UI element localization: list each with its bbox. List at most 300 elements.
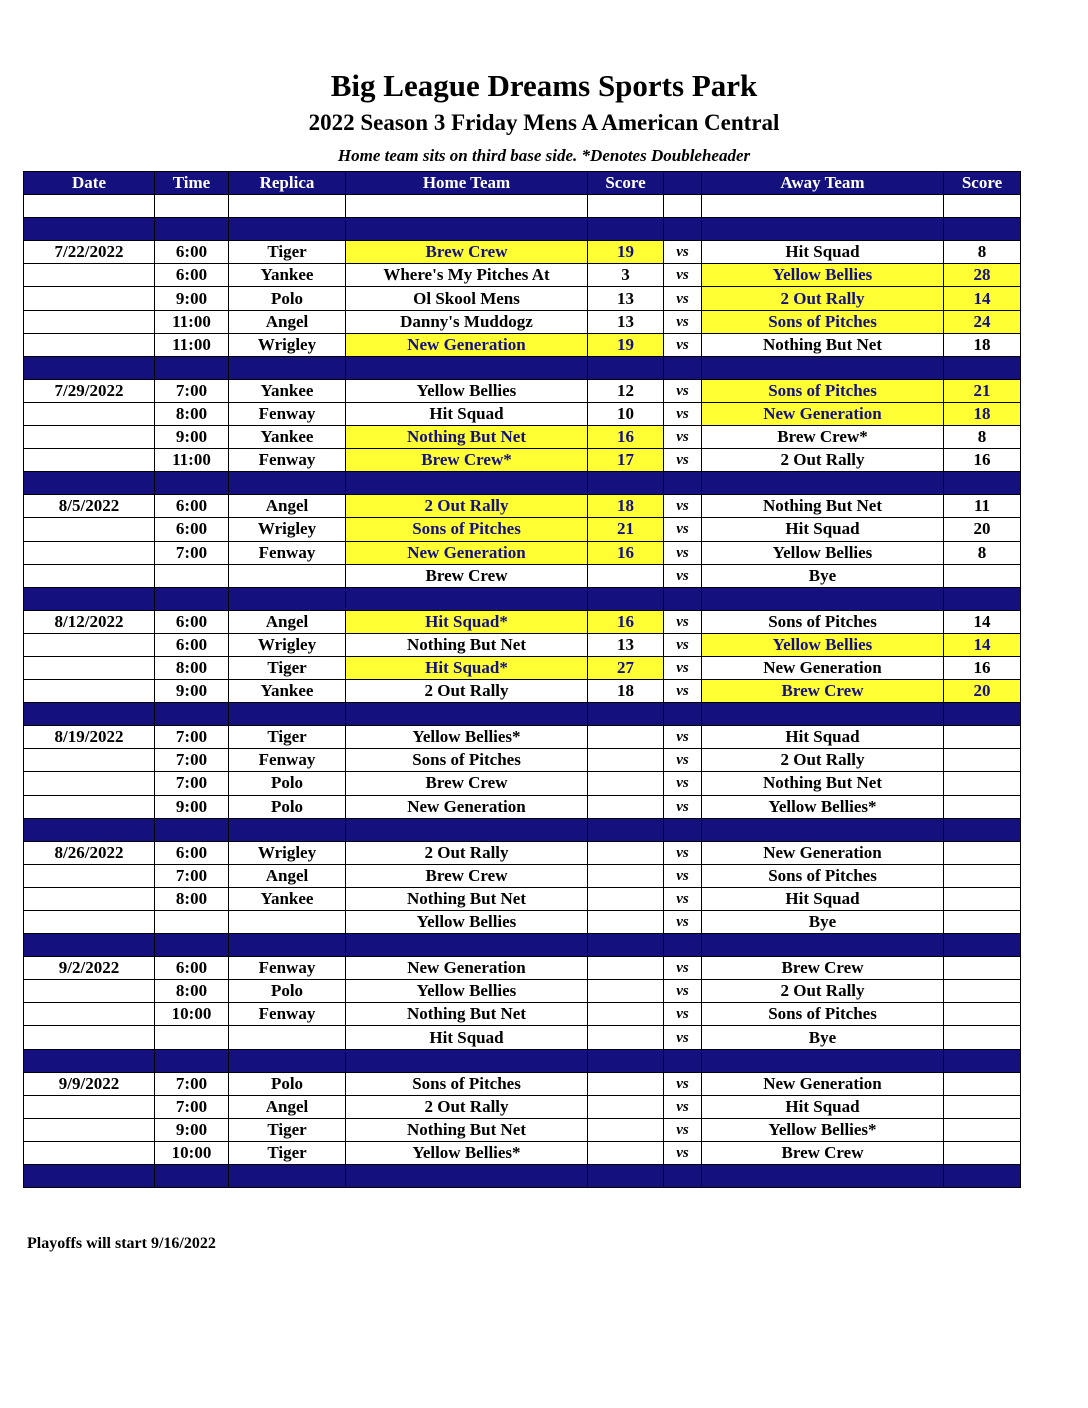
table-row xyxy=(24,772,1021,795)
table-row xyxy=(24,610,1021,633)
cell-replica: Angel xyxy=(229,610,346,633)
cell-home-team: Yellow Bellies xyxy=(346,911,588,934)
cell-away-score xyxy=(944,887,1021,910)
week-separator-row xyxy=(24,1049,1021,1072)
cell-time: 9:00 xyxy=(155,680,229,703)
cell-home-score xyxy=(588,887,664,910)
cell-home-score xyxy=(588,911,664,934)
cell-away-team: New Generation xyxy=(702,1072,944,1095)
cell-home-score xyxy=(588,795,664,818)
cell-time: 9:00 xyxy=(155,795,229,818)
cell-replica: Angel xyxy=(229,310,346,333)
cell-away-score xyxy=(944,934,1021,957)
cell-vs xyxy=(664,195,702,218)
cell-away-score: 18 xyxy=(944,333,1021,356)
cell-vs: vs xyxy=(664,264,702,287)
cell-vs: vs xyxy=(664,495,702,518)
cell-away-score xyxy=(944,911,1021,934)
cell-away-score xyxy=(944,703,1021,726)
cell-replica: Fenway xyxy=(229,1003,346,1026)
cell-away-score xyxy=(944,218,1021,241)
table-row xyxy=(24,864,1021,887)
cell-away-score xyxy=(944,564,1021,587)
cell-vs xyxy=(664,356,702,379)
cell-date xyxy=(24,795,155,818)
cell-date xyxy=(24,772,155,795)
cell-away-score xyxy=(944,841,1021,864)
cell-home-score xyxy=(588,1118,664,1141)
cell-home-score xyxy=(588,472,664,495)
cell-time: 11:00 xyxy=(155,449,229,472)
cell-date xyxy=(24,264,155,287)
cell-replica: Tiger xyxy=(229,1118,346,1141)
cell-away-team: Nothing But Net xyxy=(702,495,944,518)
table-row xyxy=(24,241,1021,264)
cell-time: 6:00 xyxy=(155,495,229,518)
cell-vs xyxy=(664,818,702,841)
cell-home-score xyxy=(588,1141,664,1164)
cell-home-score: 16 xyxy=(588,426,664,449)
cell-replica: Fenway xyxy=(229,957,346,980)
cell-away-team: New Generation xyxy=(702,402,944,425)
cell-home-team: Brew Crew xyxy=(346,241,588,264)
table-row xyxy=(24,980,1021,1003)
cell-replica: Polo xyxy=(229,287,346,310)
cell-away-score: 8 xyxy=(944,541,1021,564)
cell-time: 7:00 xyxy=(155,726,229,749)
cell-replica: Fenway xyxy=(229,449,346,472)
cell-home-team: Danny's Muddogz xyxy=(346,310,588,333)
cell-home-team: 2 Out Rally xyxy=(346,680,588,703)
col-header-vs xyxy=(664,172,702,195)
cell-replica: Angel xyxy=(229,1095,346,1118)
cell-away-team xyxy=(702,703,944,726)
cell-home-team: Sons of Pitches xyxy=(346,1072,588,1095)
cell-replica: Yankee xyxy=(229,887,346,910)
cell-home-score xyxy=(588,1026,664,1049)
cell-home-score xyxy=(588,749,664,772)
cell-home-team: Hit Squad xyxy=(346,1026,588,1049)
cell-home-score: 13 xyxy=(588,633,664,656)
cell-away-score xyxy=(944,818,1021,841)
cell-date xyxy=(24,402,155,425)
cell-time xyxy=(155,218,229,241)
cell-home-team: Brew Crew* xyxy=(346,449,588,472)
cell-date xyxy=(24,564,155,587)
table-row xyxy=(24,1095,1021,1118)
cell-home-team: New Generation xyxy=(346,795,588,818)
cell-vs: vs xyxy=(664,379,702,402)
cell-replica xyxy=(229,218,346,241)
cell-home-score: 27 xyxy=(588,656,664,679)
cell-away-team: Hit Squad xyxy=(702,1095,944,1118)
cell-away-team: Yellow Bellies xyxy=(702,541,944,564)
cell-home-team: Nothing But Net xyxy=(346,426,588,449)
cell-away-team xyxy=(702,1049,944,1072)
cell-home-score xyxy=(588,934,664,957)
table-header-row xyxy=(24,172,1021,195)
col-header-replica: Replica xyxy=(229,172,346,195)
cell-away-team: 2 Out Rally xyxy=(702,980,944,1003)
cell-date: 8/19/2022 xyxy=(24,726,155,749)
cell-home-team: Sons of Pitches xyxy=(346,518,588,541)
cell-replica: Fenway xyxy=(229,541,346,564)
cell-vs: vs xyxy=(664,310,702,333)
cell-replica: Wrigley xyxy=(229,333,346,356)
cell-date xyxy=(24,887,155,910)
cell-vs: vs xyxy=(664,241,702,264)
cell-home-score xyxy=(588,1165,664,1188)
cell-vs xyxy=(664,703,702,726)
week-separator-row xyxy=(24,356,1021,379)
cell-date xyxy=(24,1026,155,1049)
cell-home-team xyxy=(346,1049,588,1072)
cell-away-score: 14 xyxy=(944,610,1021,633)
cell-date xyxy=(24,1095,155,1118)
cell-vs: vs xyxy=(664,980,702,1003)
cell-replica: Angel xyxy=(229,495,346,518)
col-header-time: Time xyxy=(155,172,229,195)
cell-away-score xyxy=(944,1095,1021,1118)
cell-time: 10:00 xyxy=(155,1141,229,1164)
cell-away-score: 8 xyxy=(944,426,1021,449)
cell-vs: vs xyxy=(664,402,702,425)
cell-away-team: Brew Crew* xyxy=(702,426,944,449)
cell-home-score: 19 xyxy=(588,241,664,264)
cell-time: 6:00 xyxy=(155,841,229,864)
cell-home-team: Brew Crew xyxy=(346,564,588,587)
cell-vs: vs xyxy=(664,564,702,587)
cell-home-team: Nothing But Net xyxy=(346,1118,588,1141)
cell-date: 9/2/2022 xyxy=(24,957,155,980)
cell-home-team xyxy=(346,1165,588,1188)
cell-vs: vs xyxy=(664,911,702,934)
table-row xyxy=(24,726,1021,749)
table-row xyxy=(24,402,1021,425)
cell-away-score xyxy=(944,864,1021,887)
cell-replica xyxy=(229,587,346,610)
cell-vs: vs xyxy=(664,1095,702,1118)
cell-date xyxy=(24,541,155,564)
cell-date xyxy=(24,656,155,679)
cell-away-score: 28 xyxy=(944,264,1021,287)
cell-date: 7/29/2022 xyxy=(24,379,155,402)
cell-date xyxy=(24,980,155,1003)
cell-time: 10:00 xyxy=(155,1003,229,1026)
cell-vs: vs xyxy=(664,1026,702,1049)
cell-replica: Tiger xyxy=(229,1141,346,1164)
cell-home-score: 17 xyxy=(588,449,664,472)
cell-replica xyxy=(229,472,346,495)
cell-away-score: 16 xyxy=(944,656,1021,679)
cell-home-team xyxy=(346,703,588,726)
cell-home-team: Where's My Pitches At xyxy=(346,264,588,287)
cell-home-score xyxy=(588,772,664,795)
cell-date xyxy=(24,356,155,379)
cell-away-score: 8 xyxy=(944,241,1021,264)
cell-away-team: Hit Squad xyxy=(702,518,944,541)
cell-time: 11:00 xyxy=(155,333,229,356)
col-header-home-score: Score xyxy=(588,172,664,195)
cell-away-team: Hit Squad xyxy=(702,726,944,749)
table-row xyxy=(24,656,1021,679)
cell-time xyxy=(155,911,229,934)
cell-date: 9/9/2022 xyxy=(24,1072,155,1095)
page-title: Big League Dreams Sports Park xyxy=(330,68,758,103)
cell-replica xyxy=(229,1165,346,1188)
cell-away-score: 14 xyxy=(944,633,1021,656)
table-row xyxy=(24,264,1021,287)
cell-time: 7:00 xyxy=(155,1095,229,1118)
cell-away-score xyxy=(944,472,1021,495)
week-separator-row xyxy=(24,934,1021,957)
cell-time: 7:00 xyxy=(155,541,229,564)
cell-home-team: Yellow Bellies* xyxy=(346,1141,588,1164)
col-header-away-team: Away Team xyxy=(702,172,944,195)
cell-away-score xyxy=(944,195,1021,218)
cell-away-team xyxy=(702,1165,944,1188)
cell-away-team: Sons of Pitches xyxy=(702,310,944,333)
cell-away-score: 16 xyxy=(944,449,1021,472)
cell-vs xyxy=(664,218,702,241)
cell-replica: Angel xyxy=(229,864,346,887)
cell-home-score: 16 xyxy=(588,610,664,633)
cell-home-team: Yellow Bellies xyxy=(346,980,588,1003)
cell-home-team xyxy=(346,934,588,957)
cell-away-team: Yellow Bellies* xyxy=(702,1118,944,1141)
cell-away-team: Yellow Bellies xyxy=(702,633,944,656)
cell-date: 7/22/2022 xyxy=(24,241,155,264)
cell-away-score xyxy=(944,1003,1021,1026)
cell-time xyxy=(155,1165,229,1188)
cell-time: 8:00 xyxy=(155,656,229,679)
cell-home-score xyxy=(588,1003,664,1026)
cell-home-score xyxy=(588,1049,664,1072)
table-row xyxy=(24,426,1021,449)
cell-away-score xyxy=(944,772,1021,795)
blank-row xyxy=(24,195,1021,218)
cell-away-team: Bye xyxy=(702,911,944,934)
cell-replica: Yankee xyxy=(229,264,346,287)
cell-time xyxy=(155,587,229,610)
cell-replica: Fenway xyxy=(229,749,346,772)
cell-time: 8:00 xyxy=(155,402,229,425)
cell-vs: vs xyxy=(664,795,702,818)
cell-away-team xyxy=(702,934,944,957)
cell-time xyxy=(155,472,229,495)
cell-date xyxy=(24,587,155,610)
cell-date xyxy=(24,518,155,541)
cell-vs: vs xyxy=(664,887,702,910)
cell-away-score xyxy=(944,1165,1021,1188)
table-row xyxy=(24,379,1021,402)
cell-vs: vs xyxy=(664,1003,702,1026)
cell-date xyxy=(24,749,155,772)
cell-away-team xyxy=(702,195,944,218)
cell-home-team xyxy=(346,472,588,495)
cell-home-score xyxy=(588,1095,664,1118)
cell-home-team: 2 Out Rally xyxy=(346,841,588,864)
cell-vs: vs xyxy=(664,841,702,864)
cell-replica: Polo xyxy=(229,980,346,1003)
cell-home-team: Yellow Bellies xyxy=(346,379,588,402)
cell-time: 6:00 xyxy=(155,633,229,656)
cell-away-team xyxy=(702,472,944,495)
cell-away-score xyxy=(944,1049,1021,1072)
schedule-note: Home team sits on third base side. *Denotes Doubleheader xyxy=(337,146,751,165)
cell-vs: vs xyxy=(664,449,702,472)
cell-away-score xyxy=(944,726,1021,749)
cell-vs: vs xyxy=(664,749,702,772)
cell-vs: vs xyxy=(664,1072,702,1095)
cell-time: 9:00 xyxy=(155,287,229,310)
cell-date xyxy=(24,218,155,241)
cell-away-score xyxy=(944,356,1021,379)
cell-replica: Fenway xyxy=(229,402,346,425)
week-separator-row xyxy=(24,472,1021,495)
cell-away-score xyxy=(944,957,1021,980)
cell-home-team xyxy=(346,218,588,241)
schedule-body xyxy=(24,195,1021,1188)
cell-vs: vs xyxy=(664,1141,702,1164)
week-separator-row xyxy=(24,818,1021,841)
table-row xyxy=(24,911,1021,934)
cell-home-score: 18 xyxy=(588,680,664,703)
cell-vs xyxy=(664,1165,702,1188)
cell-away-score xyxy=(944,587,1021,610)
cell-away-score: 21 xyxy=(944,379,1021,402)
cell-home-team: 2 Out Rally xyxy=(346,495,588,518)
cell-time: 6:00 xyxy=(155,518,229,541)
cell-home-score xyxy=(588,1072,664,1095)
cell-time xyxy=(155,934,229,957)
cell-replica: Polo xyxy=(229,1072,346,1095)
cell-home-score xyxy=(588,587,664,610)
playoffs-note: Playoffs will start 9/16/2022 xyxy=(27,1235,216,1252)
cell-away-score xyxy=(944,1072,1021,1095)
cell-date xyxy=(24,680,155,703)
table-row xyxy=(24,1141,1021,1164)
cell-home-score xyxy=(588,957,664,980)
cell-date: 8/12/2022 xyxy=(24,610,155,633)
cell-home-team xyxy=(346,195,588,218)
cell-vs xyxy=(664,1049,702,1072)
week-separator-row xyxy=(24,218,1021,241)
cell-home-team: Hit Squad* xyxy=(346,610,588,633)
cell-home-score: 13 xyxy=(588,310,664,333)
cell-date xyxy=(24,1141,155,1164)
cell-time: 9:00 xyxy=(155,1118,229,1141)
cell-away-team: Brew Crew xyxy=(702,957,944,980)
cell-home-score xyxy=(588,356,664,379)
table-row xyxy=(24,841,1021,864)
table-row xyxy=(24,541,1021,564)
cell-time xyxy=(155,1049,229,1072)
cell-date xyxy=(24,287,155,310)
cell-time xyxy=(155,1026,229,1049)
cell-replica xyxy=(229,1026,346,1049)
cell-vs: vs xyxy=(664,680,702,703)
cell-time: 8:00 xyxy=(155,980,229,1003)
cell-replica xyxy=(229,564,346,587)
cell-home-team: Ol Skool Mens xyxy=(346,287,588,310)
schedule-table xyxy=(23,171,1021,1188)
cell-date xyxy=(24,1165,155,1188)
cell-time xyxy=(155,195,229,218)
cell-home-team: Hit Squad* xyxy=(346,656,588,679)
cell-date xyxy=(24,310,155,333)
cell-replica: Tiger xyxy=(229,656,346,679)
cell-home-score: 16 xyxy=(588,541,664,564)
cell-away-team: 2 Out Rally xyxy=(702,449,944,472)
cell-date xyxy=(24,1118,155,1141)
cell-time: 6:00 xyxy=(155,610,229,633)
cell-date xyxy=(24,911,155,934)
cell-away-team: Hit Squad xyxy=(702,241,944,264)
cell-away-team xyxy=(702,587,944,610)
cell-time: 6:00 xyxy=(155,957,229,980)
cell-home-score: 21 xyxy=(588,518,664,541)
cell-date: 8/5/2022 xyxy=(24,495,155,518)
table-row xyxy=(24,1026,1021,1049)
cell-home-team xyxy=(346,818,588,841)
cell-away-team: Sons of Pitches xyxy=(702,864,944,887)
cell-replica: Tiger xyxy=(229,726,346,749)
cell-home-score: 12 xyxy=(588,379,664,402)
cell-time xyxy=(155,564,229,587)
cell-replica xyxy=(229,1049,346,1072)
cell-away-team: Brew Crew xyxy=(702,680,944,703)
cell-vs: vs xyxy=(664,957,702,980)
cell-away-team: 2 Out Rally xyxy=(702,749,944,772)
cell-vs: vs xyxy=(664,426,702,449)
table-row xyxy=(24,495,1021,518)
cell-away-team: 2 Out Rally xyxy=(702,287,944,310)
cell-away-team xyxy=(702,218,944,241)
cell-away-team: Hit Squad xyxy=(702,887,944,910)
cell-vs: vs xyxy=(664,333,702,356)
cell-away-team: Nothing But Net xyxy=(702,772,944,795)
cell-date xyxy=(24,703,155,726)
cell-vs xyxy=(664,472,702,495)
cell-date xyxy=(24,633,155,656)
cell-replica: Polo xyxy=(229,772,346,795)
cell-date xyxy=(24,934,155,957)
cell-home-team: Hit Squad xyxy=(346,402,588,425)
cell-home-team: Nothing But Net xyxy=(346,633,588,656)
cell-away-team: Nothing But Net xyxy=(702,333,944,356)
cell-home-team: Sons of Pitches xyxy=(346,749,588,772)
table-row xyxy=(24,287,1021,310)
cell-replica: Wrigley xyxy=(229,841,346,864)
cell-home-score xyxy=(588,864,664,887)
cell-away-team: New Generation xyxy=(702,841,944,864)
cell-home-score xyxy=(588,218,664,241)
table-row xyxy=(24,887,1021,910)
cell-home-score xyxy=(588,818,664,841)
cell-away-score xyxy=(944,1118,1021,1141)
cell-away-score: 18 xyxy=(944,402,1021,425)
cell-home-score xyxy=(588,564,664,587)
cell-date xyxy=(24,818,155,841)
cell-away-score xyxy=(944,1141,1021,1164)
cell-vs: vs xyxy=(664,1118,702,1141)
cell-home-score xyxy=(588,841,664,864)
table-row xyxy=(24,333,1021,356)
cell-time xyxy=(155,356,229,379)
cell-date xyxy=(24,333,155,356)
cell-vs: vs xyxy=(664,518,702,541)
